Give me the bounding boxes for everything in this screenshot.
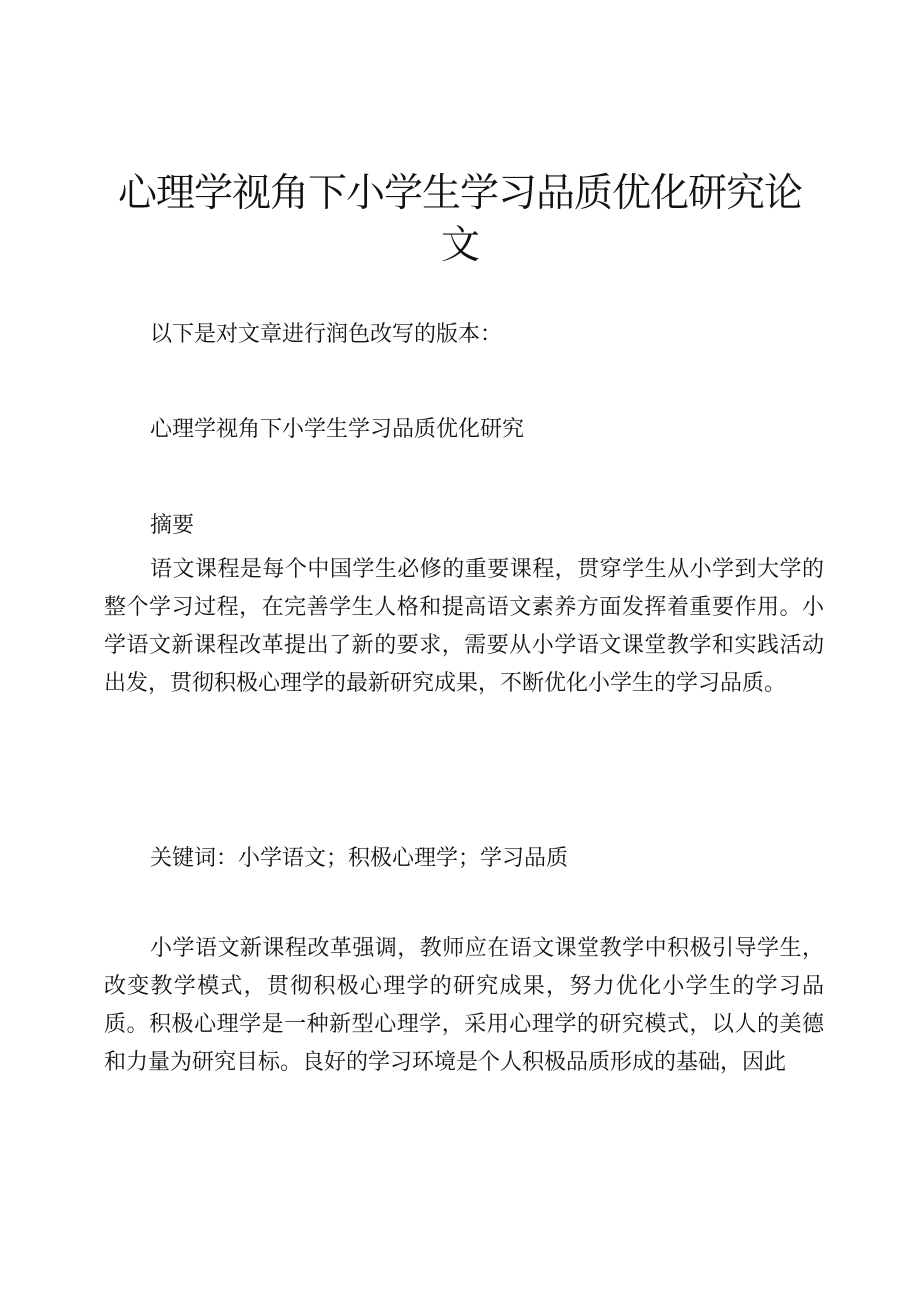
document-title: 心理学视角下小学生学习品质优化研究论文 xyxy=(117,171,802,268)
abstract-text: 语文课程是每个中国学生必修的重要课程，贯穿学生从小学到大学的整个学习过程，在完善学生人格和提高语文素养方面发挥着重要作用。小学语文新课程改革提出了新的要求，需要从小学语文课堂教学和实践活动出发，贯彻积极心理学的最新研究成果，不断优化小学生的学习品质。 xyxy=(104,557,824,696)
body-paragraph: 小学语文新课程改革强调，教师应在语文课堂教学中积极引导学生，改变教学模式，贯彻积极心理学的研究成果，努力优化小学生的学习品质。积极心理学是一种新型心理学，采用心理学的研究模式，以人的美德和力量为研究目标。良好的学习环境是个人积极品质形成的基础，因此 xyxy=(104,936,824,1075)
abstract-heading: 摘要 xyxy=(150,513,195,538)
keywords: 关键词：小学语文；积极心理学；学习品质 xyxy=(150,846,569,871)
intro-line: 以下是对文章进行润色改写的版本： xyxy=(150,322,503,347)
subtitle: 心理学视角下小学生学习品质优化研究 xyxy=(150,417,525,442)
